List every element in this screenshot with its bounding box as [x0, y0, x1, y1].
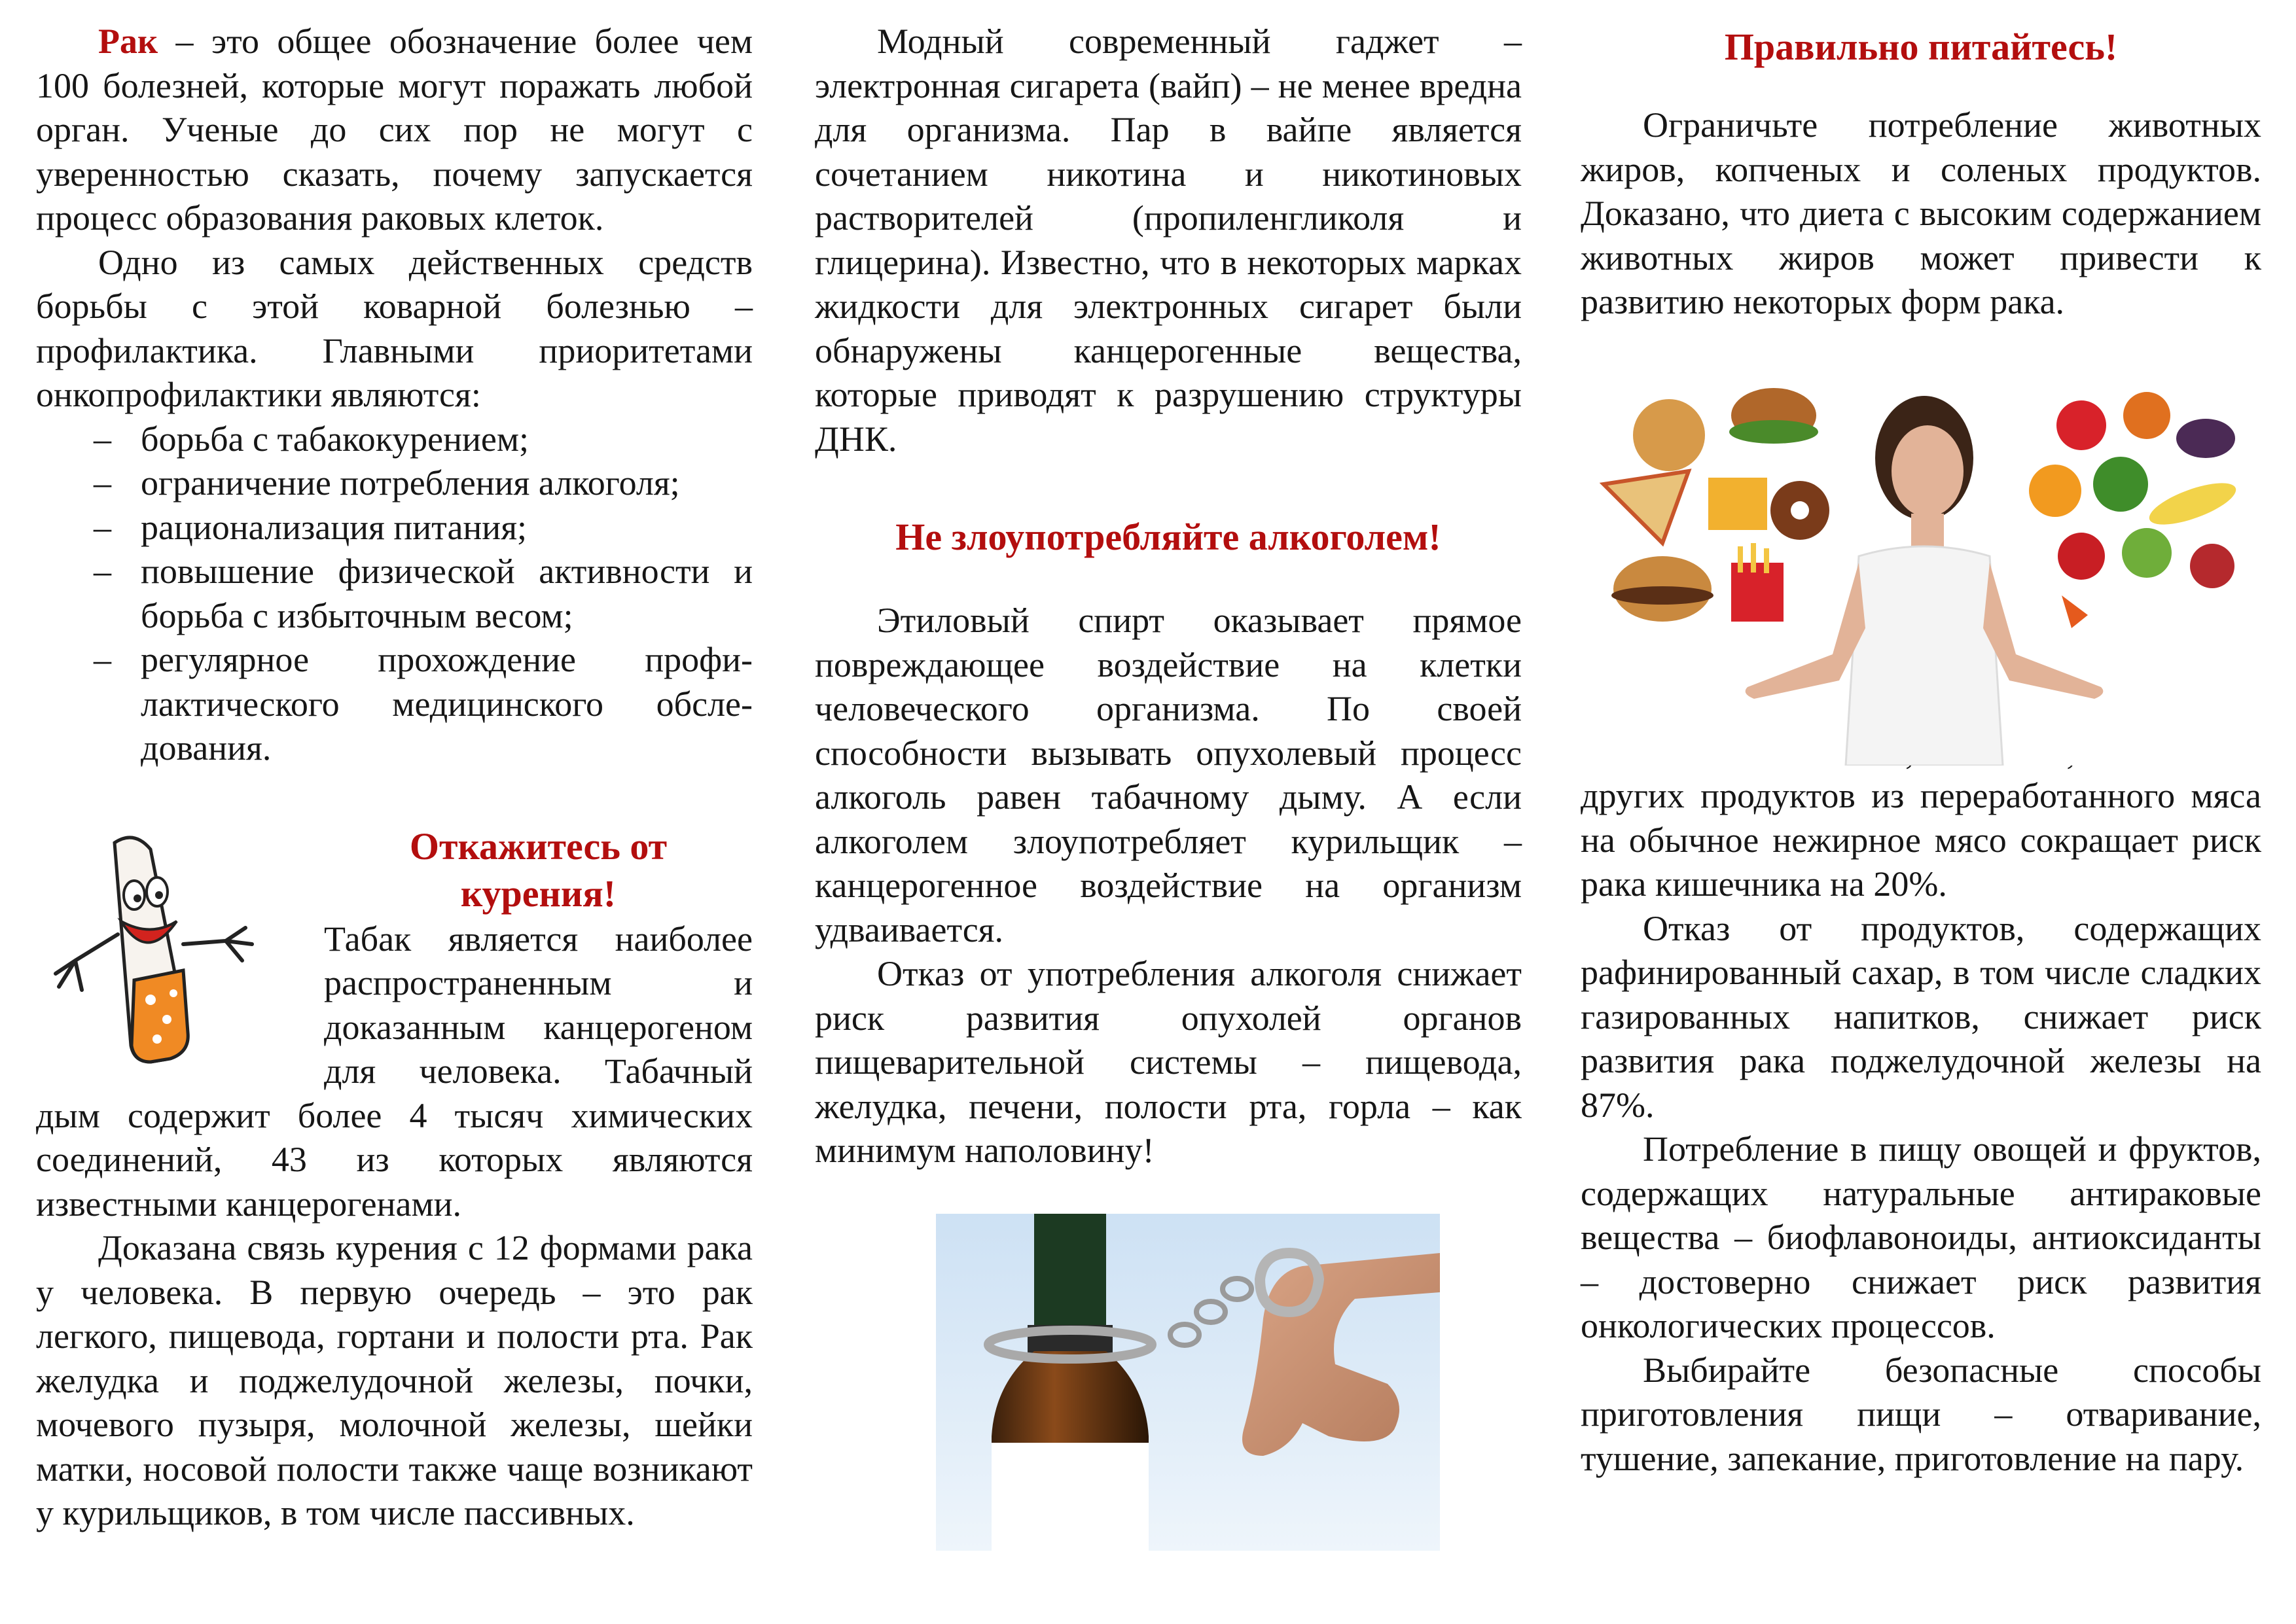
bottle-handcuff-icon	[936, 1214, 1440, 1551]
smoking-paragraph-2: Доказана связь курения с 12 формами рака у человека. В первую очередь – это рак легкого, пищевода, гортани и полости рта. Рак желудка и поджелудочной железы, почки, мочевого пузыря, молочной железы, шейки матки, носовой полости также чаще возникают у курильщиков, в том числе пассивных.	[36, 1228, 753, 1532]
column-left	[36, 0, 753, 1624]
list-dash: –	[94, 419, 111, 459]
list-dash: –	[94, 463, 111, 503]
priorities-list	[36, 417, 753, 771]
intro-paragraph	[36, 20, 753, 241]
bottle-handcuff-image	[936, 1214, 1440, 1551]
alcohol-paragraph-2: Отказ от употребления алкоголя снижает риск развития опухолей органов пищеварительной системы – пищевода, желудка, печени, полости рта, горла – как минимум наполовину!	[815, 954, 1522, 1170]
list-dash: –	[94, 640, 111, 679]
alcohol-paragraph-1: Этиловый спирт оказывает прямое повреждающее воздействие на клетки человеческого организма. По своей способности вызывать опухолевый процесс алкоголь равен табачному дыму. А если алкоголем злоупотребляет курильщик – канцерогенное воздействие на организм удваивается.	[815, 601, 1522, 949]
nutrition-paragraph-2: других продуктов из переработанного мяса на обычное нежирное мясо сокращает риск рака кишечника на 20%.	[1581, 776, 2261, 904]
intro-lead-word: Рак	[98, 22, 158, 61]
smoking-section	[36, 823, 753, 1536]
list-dash: –	[94, 552, 111, 591]
nutrition-paragraph-4: Потребление в пищу овощей и фруктов, содержащих натуральные антираковые вещества – биофлавоноиды, антиоксиданты – достоверно снижает риск развития онкологических процессов.	[1581, 1129, 2261, 1345]
list-dash: –	[94, 507, 111, 547]
cigarette-cartoon-icon	[36, 823, 317, 1085]
alcohol-heading: Не злоупотребляйте алкоголем!	[895, 516, 1441, 558]
cigarette-cartoon-image	[36, 823, 317, 1085]
nutrition-paragraph-5: Выбирайте безопасные способы приготовления пищи – отваривание, тушение, запекание, приготовление на пару.	[1581, 1350, 2261, 1478]
vape-paragraph: Модный современный гаджет – электронная сигарета (вайп) – не менее вредна для организма. Пар в вайпе является сочетанием никотина и никотиновых растворителей (пропиленгликоля и глицерина). Известно, что в некоторых марках жидкости для электронных сигарет были обнаружены канцерогенные вещества, которые приводят к разрушению структуры ДНК.	[815, 22, 1522, 459]
list-item: – ограничение потребления алкоголя;	[36, 461, 753, 506]
column-right	[1581, 0, 2261, 1624]
nutrition-heading: Правильно питайтесь!	[1724, 26, 2118, 68]
intro-text: – это общее обозначение более чем 100 болезней, которые могут поражать любой орган. Ученые до сих пор не могут с уверенностью сказать, почему запускается процесс образования раковых клеток.	[36, 22, 753, 238]
list-item: – борьба с табакокурением;	[36, 417, 753, 462]
list-item: – повышение физической активности и борьба с избыточным весом;	[36, 550, 753, 638]
smoking-paragraph-1: Табак является наиболее распространенным и доказанным канцерогеном для человека. Табачный дым содержит более 4 тысяч химических соединений, 43 из которых являются известными канцерогенами.	[36, 919, 753, 1224]
list-item: – рационализация питания;	[36, 506, 753, 550]
woman-food-choice-image	[1584, 380, 2265, 766]
list-item: – регулярное прохождение профилактического медицинского обследования.	[36, 638, 753, 771]
woman-food-choice-icon	[1584, 380, 2265, 766]
smoking-heading: Откажитесь от курения!	[409, 824, 668, 915]
nutrition-paragraph-1: Ограничьте потребление животных жиров, копченых и соленых продуктов. Доказано, что диета с высоким содержанием животных жиров может привести к развитию некоторых форм рака.	[1581, 105, 2261, 321]
prevention-paragraph: Одно из самых действенных средств борьбы с этой коварной болезнью – профилактика. Главными приоритетами онкопрофилактики являются:	[36, 242, 753, 414]
nutrition-paragraph-3: Отказ от продуктов, содержащих рафинированный сахар, в том числе сладких газированных напитков, снижает риск развития рака поджелудочной железы на 87%.	[1581, 908, 2261, 1125]
